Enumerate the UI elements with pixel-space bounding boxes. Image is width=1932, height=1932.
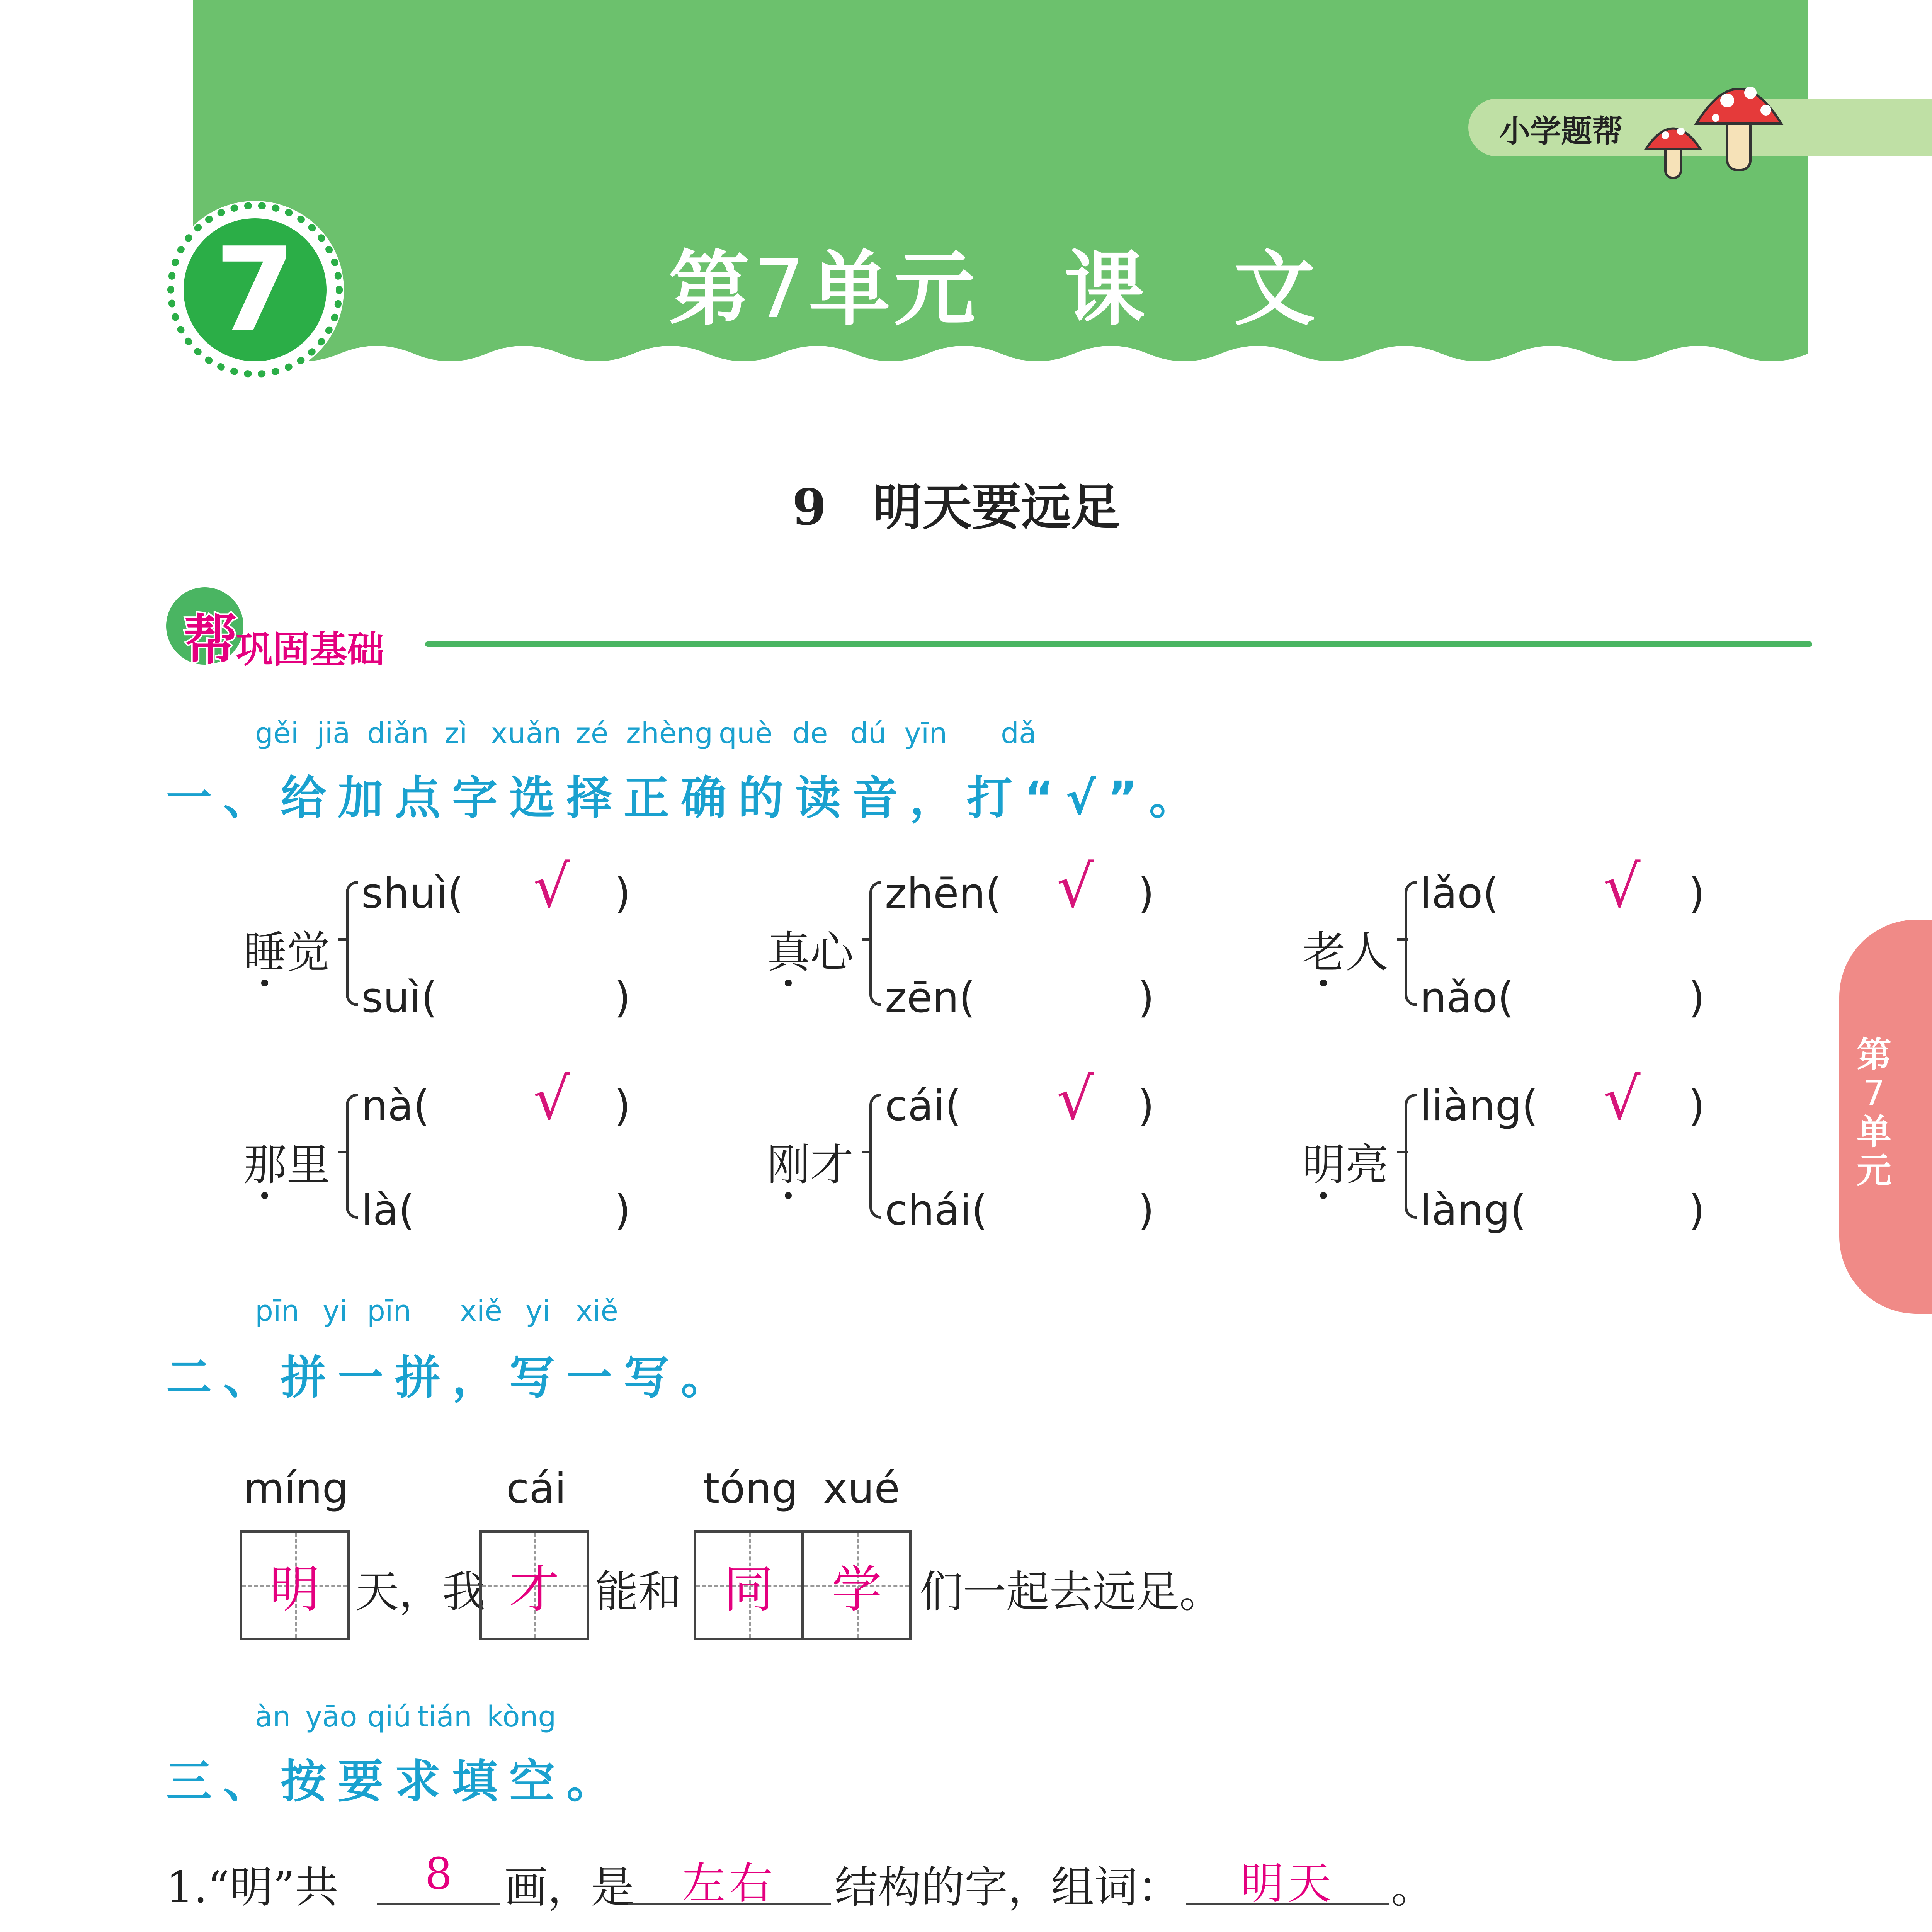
q1-word: 刚才 (767, 1140, 854, 1190)
q1-item-3 (1302, 853, 1824, 1032)
q1-item-5 (767, 1066, 1289, 1244)
q3-answer-word: 明天 (1240, 1859, 1335, 1909)
section-label: 巩固基础 (236, 628, 384, 671)
q1-option-pinyin: lǎo( (1420, 869, 1499, 918)
unit-title: 第7单元 课 文 (668, 242, 1319, 337)
q1-option-close: ) (1689, 1186, 1705, 1235)
section-rule (425, 641, 1812, 647)
q1-word: 老人 (1302, 927, 1389, 978)
q1-option-close: ) (1138, 974, 1155, 1022)
emphasis-dot (1320, 1192, 1327, 1199)
check-mark-icon[interactable]: √ (533, 853, 570, 920)
brand-badge-text: 小学题帮 (1499, 113, 1623, 149)
lesson-name: 明天要远足 (873, 479, 1121, 536)
q1-word: 睡觉 (243, 927, 330, 978)
emphasis-dot (261, 1192, 268, 1199)
q1-option-pinyin: shuì( (361, 869, 464, 918)
q1-option-close: ) (1138, 1186, 1155, 1235)
q3-line1-mid1: 画，是 (504, 1862, 634, 1913)
q2-sentence-pinyin: míng cái tóng xué (243, 1464, 900, 1513)
section-icon-char: 帮 (184, 609, 238, 672)
q2-text-1: 天，我 (355, 1567, 485, 1617)
q1-title: 一、给加点字选择正确的读音，打“√”。 (166, 771, 1206, 825)
q3-line1-mid2: 结构的字，组词： (835, 1862, 1181, 1913)
check-mark-icon[interactable]: √ (1604, 1066, 1641, 1133)
q1-option-close: ) (1138, 869, 1155, 918)
check-mark-icon[interactable]: √ (1057, 1066, 1094, 1133)
q1-option-close: ) (1689, 1082, 1705, 1130)
q1-option-pinyin: làng( (1420, 1186, 1527, 1235)
q3-answer-structure: 左右 (682, 1859, 777, 1909)
q1-option-pinyin: nǎo( (1420, 974, 1514, 1022)
q3-line1-end: 。 (1391, 1862, 1434, 1913)
q1-option-close: ) (1689, 974, 1705, 1022)
q1-option-pinyin: cái( (885, 1082, 961, 1130)
q3-line1-prefix: 1.“明”共 (166, 1862, 338, 1913)
brace-icon (869, 881, 881, 1006)
q1-pinyin: gěi jiā diǎn zì xuǎn zé zhèng què de dú yīn dǎ (255, 717, 1037, 750)
q1-option-pinyin: chái( (885, 1186, 988, 1235)
q1-option-pinyin: liàng( (1420, 1082, 1538, 1130)
q3-title: 三、按要求填空。 (166, 1755, 624, 1808)
side-unit-tab-text: 第 7 单 元 (1857, 1034, 1891, 1191)
q2-title: 二、拼一拼，写一写。 (166, 1351, 738, 1404)
q1-option-close: ) (614, 974, 631, 1022)
q2-text-2: 能和 (595, 1567, 682, 1617)
q1-option-close: ) (614, 869, 631, 918)
q1-option-pinyin: nà( (361, 1082, 430, 1130)
q1-word: 那里 (243, 1140, 330, 1190)
unit-number: 7 (214, 222, 296, 357)
q3-blank-strokes[interactable] (377, 1903, 500, 1905)
q1-item-2 (767, 853, 1289, 1032)
lesson-number: 9 (792, 478, 827, 536)
q1-word: 真心 (767, 927, 854, 978)
q1-option-pinyin: zēn( (885, 974, 975, 1022)
brace-icon (869, 1094, 881, 1219)
check-mark-icon[interactable]: √ (533, 1066, 570, 1133)
q1-item-6 (1302, 1066, 1824, 1244)
q1-option-pinyin: là( (361, 1186, 415, 1235)
q1-option-close: ) (1689, 869, 1705, 918)
q1-item-4 (243, 1066, 765, 1244)
q3-answer-strokes: 8 (425, 1849, 452, 1899)
brace-icon (1405, 1094, 1417, 1219)
section-header (166, 587, 1812, 672)
mushroom-icon (1638, 66, 1785, 182)
brace-icon (346, 881, 358, 1006)
writing-box-4[interactable]: 学 (802, 1530, 912, 1640)
q1-option-close: ) (614, 1186, 631, 1235)
emphasis-dot (785, 1192, 792, 1199)
q1-option-close: ) (1138, 1082, 1155, 1130)
q1-option-pinyin: suì( (361, 974, 437, 1022)
q2-pinyin: pīn yi pīn xiě yi xiě (255, 1294, 618, 1328)
check-mark-icon[interactable]: √ (1604, 853, 1641, 920)
brace-icon (346, 1094, 358, 1219)
emphasis-dot (261, 980, 268, 986)
check-mark-icon[interactable]: √ (1057, 853, 1094, 920)
q2-text-3: 们一起去远足。 (920, 1567, 1223, 1617)
emphasis-dot (785, 980, 792, 986)
q1-option-close: ) (614, 1082, 631, 1130)
writing-box-1[interactable]: 明 (240, 1530, 350, 1640)
q3-pinyin: àn yāo qiú tián kòng (255, 1700, 556, 1733)
q1-word: 明亮 (1302, 1140, 1389, 1190)
writing-box-3[interactable]: 同 (694, 1530, 804, 1640)
q1-option-pinyin: zhēn( (885, 869, 1002, 918)
lesson-title (792, 468, 1120, 539)
unit-number-badge (166, 201, 344, 379)
q1-item-1 (243, 853, 765, 1032)
emphasis-dot (1320, 980, 1327, 986)
writing-box-2[interactable]: 才 (479, 1530, 589, 1640)
brace-icon (1405, 881, 1417, 1006)
